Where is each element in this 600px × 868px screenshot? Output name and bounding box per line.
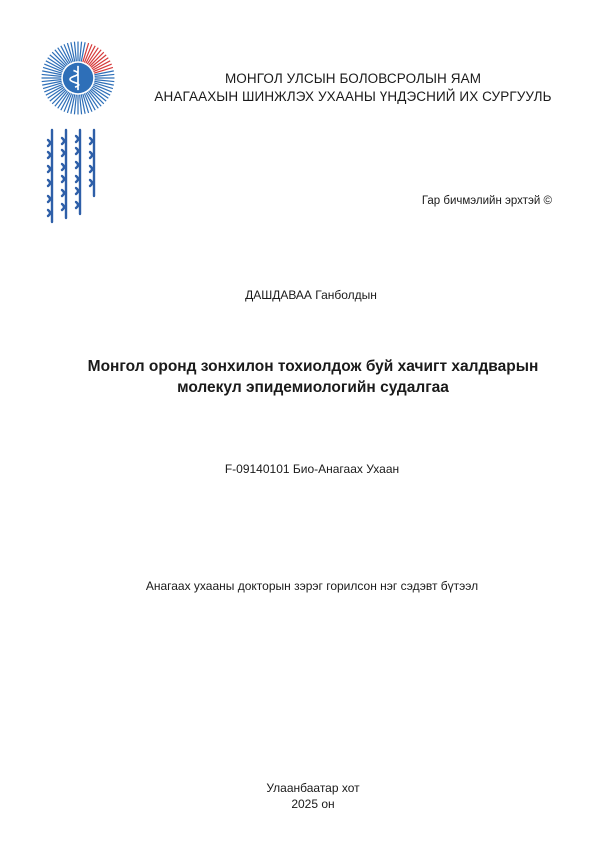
mongolian-script-name-icon [42, 126, 112, 226]
thesis-title-line-2: молекул эпидемиологийн судалгаа [177, 379, 449, 396]
copyright-notice: Гар бичмэлийн эрхтэй © [421, 195, 552, 207]
ministry-name: МОНГОЛ УЛСЫН БОЛОВСРОЛЫН ЯАМ [224, 71, 482, 86]
author-name: ДАШДАВАА Ганболдын [245, 288, 377, 302]
place-and-year [0, 780, 600, 812]
university-emblem-icon [40, 40, 116, 116]
ministry-header [118, 70, 588, 106]
specialty-code: F-09140101 Био-Анагаах Ухаан [224, 462, 400, 476]
mongolian-script-graphic [42, 126, 112, 226]
thesis-title [0, 356, 600, 398]
university-name: АНАГААХЫН ШИНЖЛЭХ УХААНЫ ҮНДЭСНИЙ ИХ СУРГУУЛЬ [154, 89, 552, 104]
year: 2025 он [291, 797, 335, 811]
thesis-type: Анагаах ухааны докторын зэрэг горилсон нэг сэдэвт бүтээл [145, 579, 479, 593]
city: Улаанбаатар хот [266, 781, 360, 795]
emblem-graphic [40, 40, 116, 116]
thesis-title-line-1: Монгол оронд зонхилон тохиолдож буй хачигт халдварын [87, 358, 539, 375]
